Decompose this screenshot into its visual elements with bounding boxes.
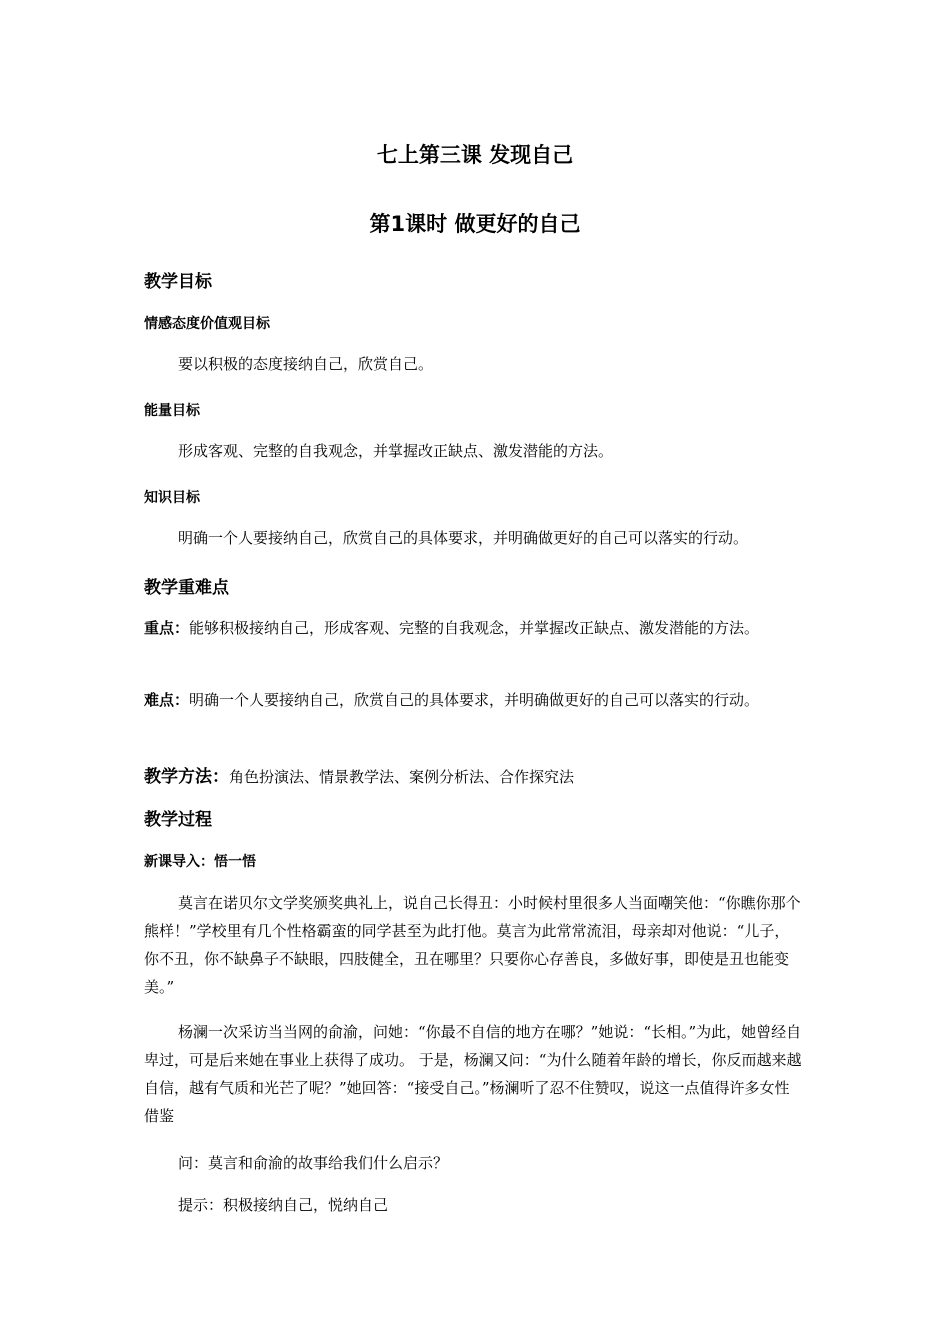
emotion-goal-heading: 情感态度价值观目标 bbox=[144, 316, 270, 332]
knowledge-goal-text: 明确一个人要接纳自己，欣赏自己的具体要求，并明确做更好的自己可以落实的行动。 bbox=[178, 529, 749, 547]
teaching-method-label: 教学方法： bbox=[144, 767, 229, 787]
teaching-process-heading: 教学过程 bbox=[144, 810, 212, 830]
knowledge-goal-heading: 知识目标 bbox=[144, 490, 200, 506]
difficult-point-paragraph bbox=[144, 686, 804, 714]
teaching-method-text: 角色扮演法、情景教学法、案例分析法、合作探究法 bbox=[229, 768, 575, 786]
teaching-method bbox=[144, 762, 574, 787]
key-points-heading: 教学重难点 bbox=[144, 578, 229, 598]
lesson-subtitle: 第1课时 做更好的自己 bbox=[369, 212, 581, 236]
ability-goal-heading: 能量目标 bbox=[144, 403, 200, 419]
story-yu-yu: 杨澜一次采访当当网的俞渝，问她：“你最不自信的地方在哪？”她说：“长相。”为此，她曾经自卑过，可是后来她在事业上获得了成功。 于是，杨澜又问：“为什么随着年龄的增长，你反而越来越自信，越有气质和光芒了呢？”她回答：“接受自己。”杨澜听了忍不住赞叹，说这一点值得许多女性借鉴 bbox=[144, 1023, 802, 1125]
key-point-text: 能够积极接纳自己，形成客观、完整的自我观念，并掌握改正缺点、激发潜能的方法。 bbox=[189, 619, 760, 637]
document-title: 七上第三课 发现自己 bbox=[376, 143, 574, 167]
intro-heading: 新课导入：悟一悟 bbox=[144, 854, 256, 870]
ability-goal-text: 形成客观、完整的自我观念，并掌握改正缺点、激发潜能的方法。 bbox=[178, 442, 614, 460]
story-mo-yan: 莫言在诺贝尔文学奖颁奖典礼上，说自己长得丑：小时候村里很多人当面嘲笑他：“你瞧你那个熊样！”学校里有几个性格霸蛮的同学甚至为此打他。莫言为此常常流泪，母亲却对他说：“儿子，你不丑，你不缺鼻子不缺眼，四肢健全，丑在哪里？只要你心存善良，多做好事，即使是丑也能变美。” bbox=[144, 894, 801, 996]
question-text: 问：莫言和俞渝的故事给我们什么启示？ bbox=[178, 1154, 449, 1172]
emotion-goal-text: 要以积极的态度接纳自己，欣赏自己。 bbox=[178, 355, 434, 373]
difficult-point-label: 难点： bbox=[144, 691, 190, 709]
key-point-paragraph bbox=[144, 614, 804, 642]
hint-text: 提示：积极接纳自己，悦纳自己 bbox=[178, 1196, 389, 1214]
teaching-goals-heading: 教学目标 bbox=[144, 272, 212, 292]
difficult-point-text: 明确一个人要接纳自己，欣赏自己的具体要求，并明确做更好的自己可以落实的行动。 bbox=[189, 691, 760, 709]
key-point-label: 重点： bbox=[144, 619, 190, 637]
